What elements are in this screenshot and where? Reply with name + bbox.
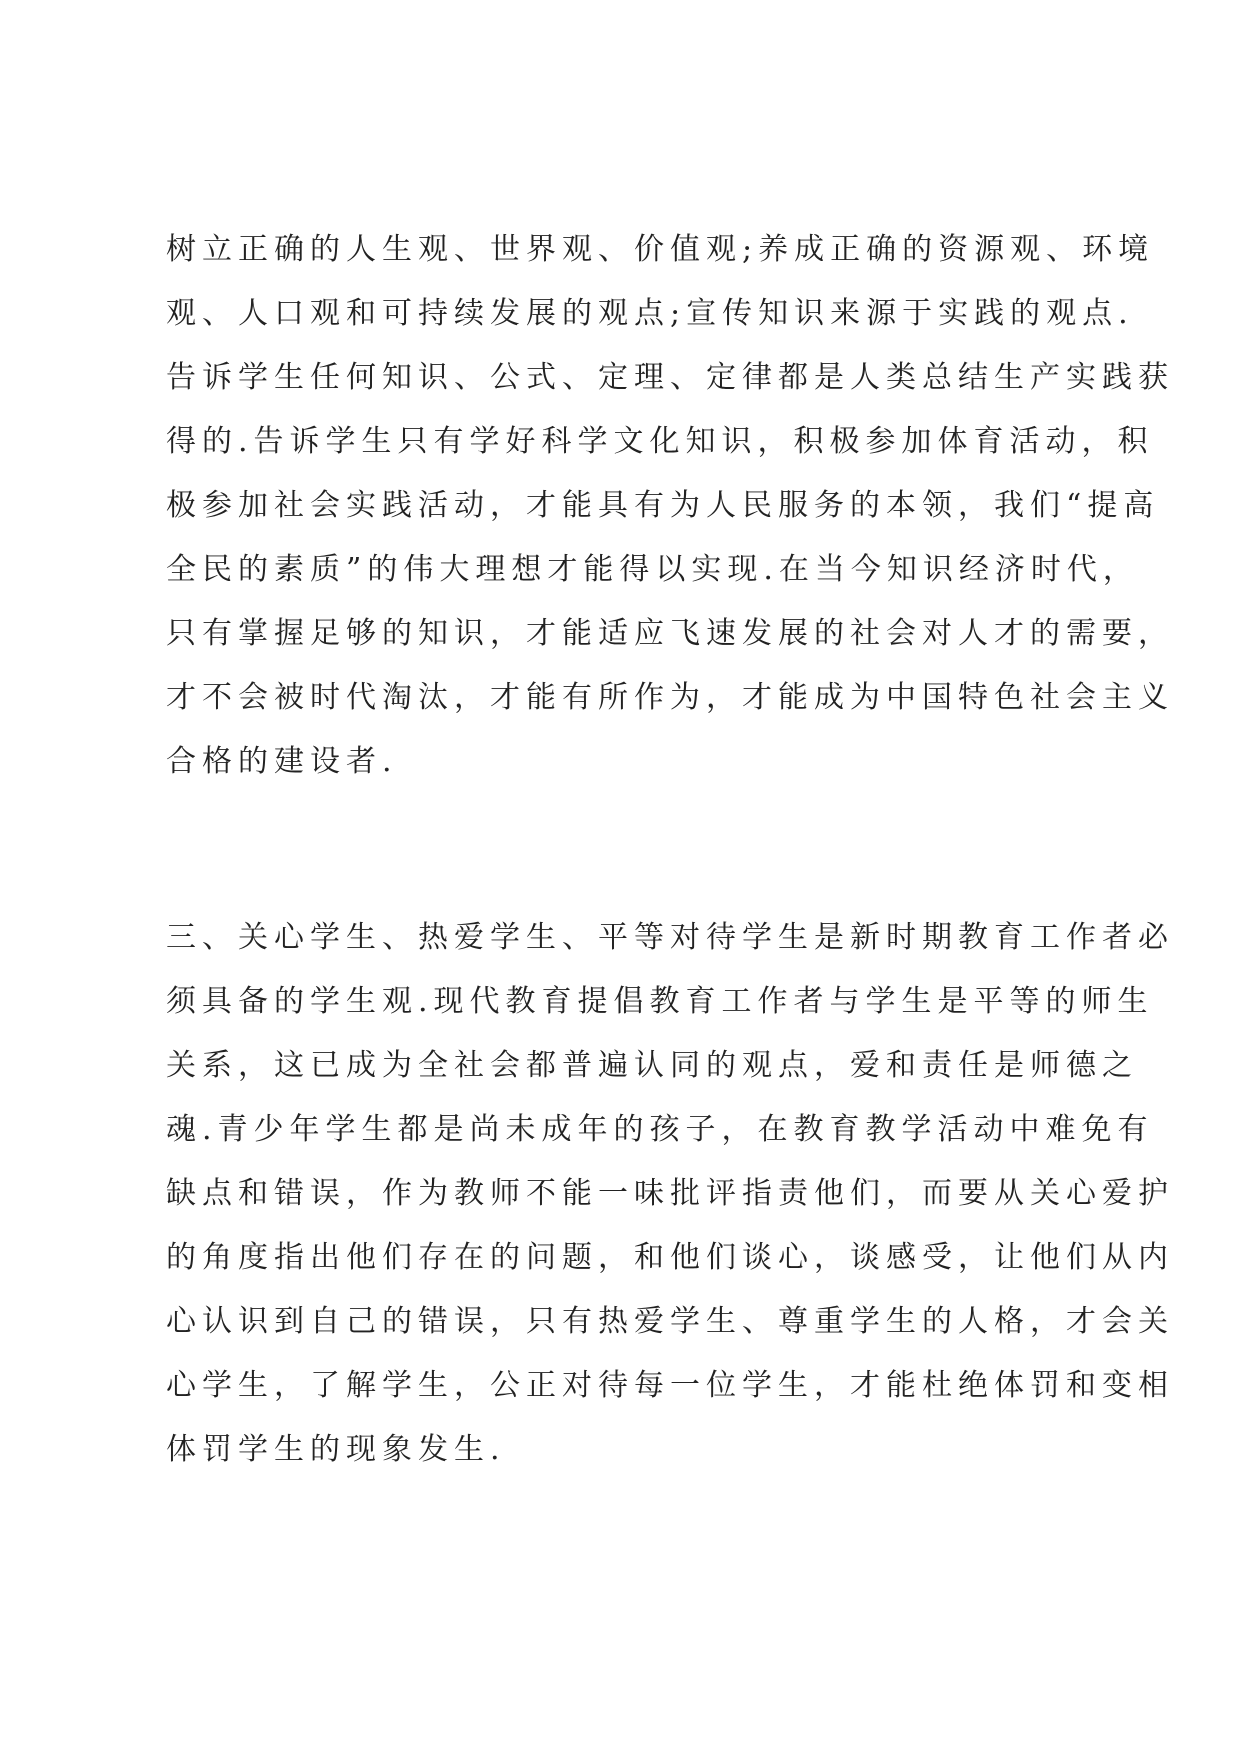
paragraph-line: 才不会被时代淘汰，才能有所作为，才能成为中国特色社会主义	[166, 680, 1174, 715]
paragraph-line: 须具备的学生观.现代教育提倡教育工作者与学生是平等的师生	[166, 984, 1154, 1019]
paragraph-line: 合格的建设者.	[166, 744, 398, 779]
paragraph-line: 告诉学生任何知识、公式、定理、定律都是人类总结生产实践获	[166, 360, 1174, 395]
paragraph-2	[166, 906, 1174, 1482]
paragraph-line: 树立正确的人生观、世界观、价值观;养成正确的资源观、环境	[166, 232, 1155, 267]
paragraph-line: 心认识到自己的错误，只有热爱学生、尊重学生的人格，才会关	[166, 1304, 1174, 1339]
paragraph-1	[166, 218, 1174, 794]
paragraph-line: 观、人口观和可持续发展的观点;宣传知识来源于实践的观点.	[166, 296, 1134, 331]
paragraph-line: 体罚学生的现象发生.	[166, 1432, 506, 1467]
paragraph-line: 关系，这已成为全社会都普遍认同的观点，爱和责任是师德之	[166, 1048, 1138, 1083]
paragraph-line: 只有掌握足够的知识，才能适应飞速发展的社会对人才的需要，	[166, 616, 1174, 651]
paragraph-line: 的角度指出他们存在的问题，和他们谈心，谈感受，让他们从内	[166, 1240, 1174, 1275]
paragraph-line: 心学生，了解学生，公正对待每一位学生，才能杜绝体罚和变相	[166, 1368, 1174, 1403]
paragraph-line: 全民的素质”的伟大理想才能得以实现.在当今知识经济时代，	[166, 552, 1139, 587]
paragraph-line: 极参加社会实践活动，才能具有为人民服务的本领，我们“提高	[166, 488, 1160, 523]
paragraph-line: 魂.青少年学生都是尚未成年的孩子，在教育教学活动中难免有	[166, 1112, 1154, 1147]
paragraph-line: 缺点和错误，作为教师不能一味批评指责他们，而要从关心爱护	[166, 1176, 1174, 1211]
paragraph-line: 三、关心学生、热爱学生、平等对待学生是新时期教育工作者必	[166, 920, 1174, 955]
paragraph-line: 得的.告诉学生只有学好科学文化知识，积极参加体育活动，积	[166, 424, 1154, 459]
